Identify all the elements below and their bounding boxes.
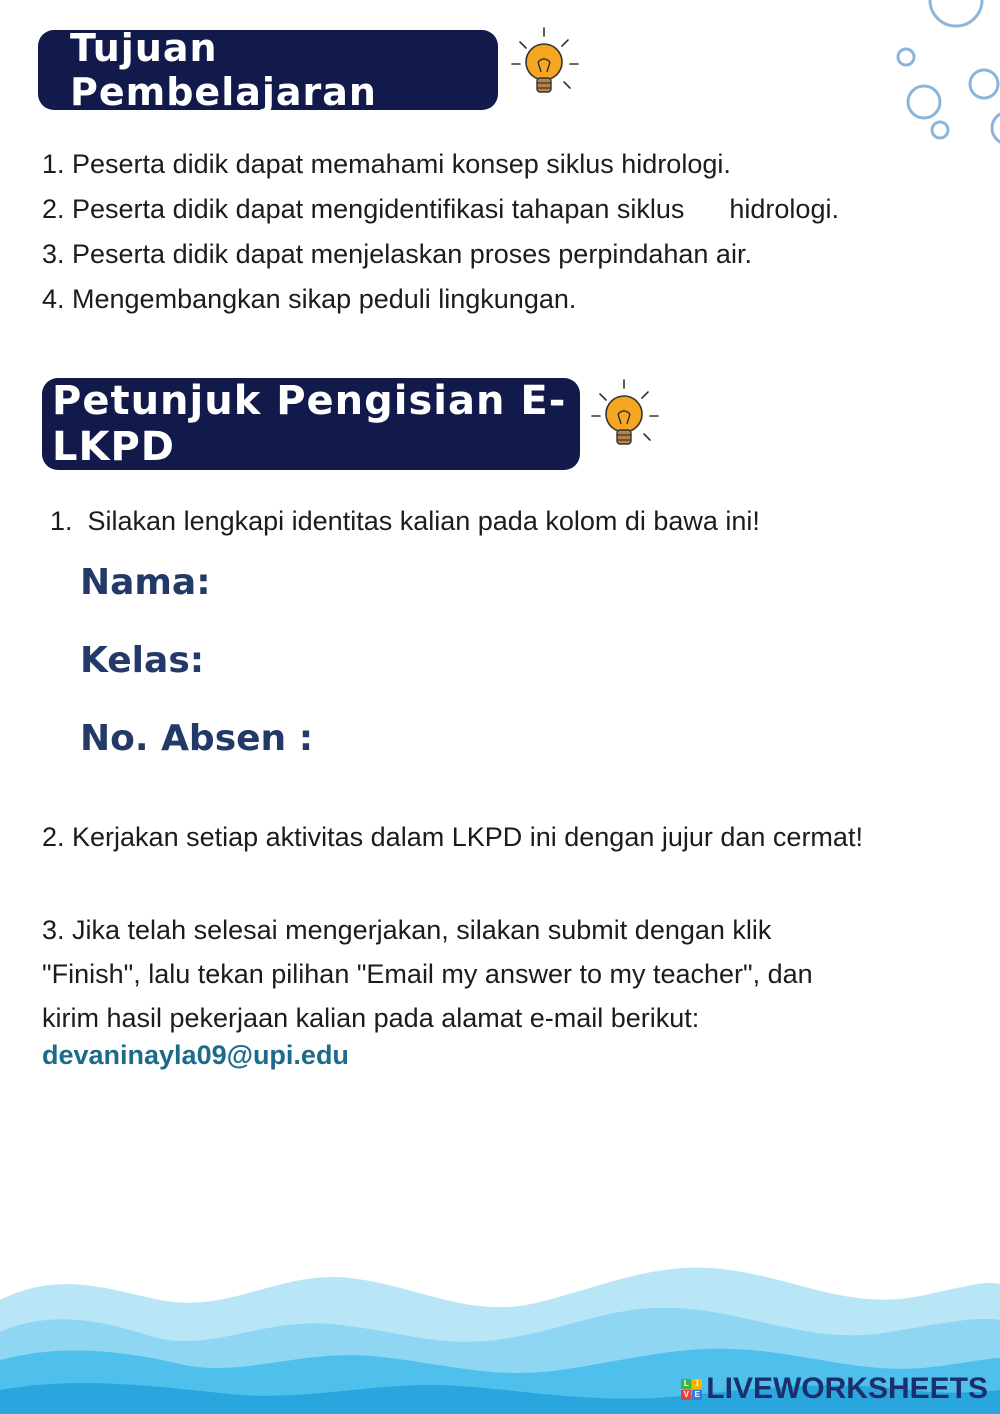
list-item: 2. Peserta didik dapat mengidentifikasi tahapan siklus hidrologi. [42, 194, 839, 224]
field-label-kelas: Kelas: [80, 640, 205, 681]
section-title-text: Petunjuk Pengisian E-LKPD [52, 378, 567, 470]
section-title-tujuan [38, 26, 498, 114]
section-title-text: Tujuan Pembelajaran [70, 26, 377, 114]
instruction-step-1: 1. Silakan lengkapi identitas kalian pada kolom di bawa ini! [50, 506, 760, 536]
section-title-petunjuk [42, 378, 580, 470]
teacher-email: devaninayla09@upi.edu [42, 1040, 349, 1070]
lightbulb-icon [508, 24, 582, 104]
instruction-step-3 [42, 908, 962, 1040]
instruction-step-2: 2. Kerjakan setiap aktivitas dalam LKPD ini dengan jujur dan cermat! [42, 822, 863, 852]
list-item: 1. Peserta didik dapat memahami konsep siklus hidrologi. [42, 149, 731, 179]
field-label-nama: Nama: [80, 562, 211, 603]
learning-objectives-list [42, 142, 839, 322]
instruction-line: kirim hasil pekerjaan kalian pada alamat e-mail berikut: [42, 1003, 700, 1033]
lightbulb-icon [588, 376, 662, 456]
instruction-line: "Finish", lalu tekan pilihan "Email my answer to my teacher", dan [42, 959, 813, 989]
liveworksheets-brand: LIVEWORKSHEETS [706, 1372, 988, 1405]
bubbles-decoration [880, 0, 1000, 150]
field-label-absen: No. Absen : [80, 718, 314, 759]
liveworksheets-logo [681, 1372, 988, 1406]
list-item: 4. Mengembangkan sikap peduli lingkungan. [42, 284, 577, 314]
list-item: 3. Peserta didik dapat menjelaskan proses perpindahan air. [42, 239, 752, 269]
instruction-line: 3. Jika telah selesai mengerjakan, silakan submit dengan klik [42, 915, 772, 945]
liveworksheets-logo-mark: L I V E [681, 1379, 702, 1400]
